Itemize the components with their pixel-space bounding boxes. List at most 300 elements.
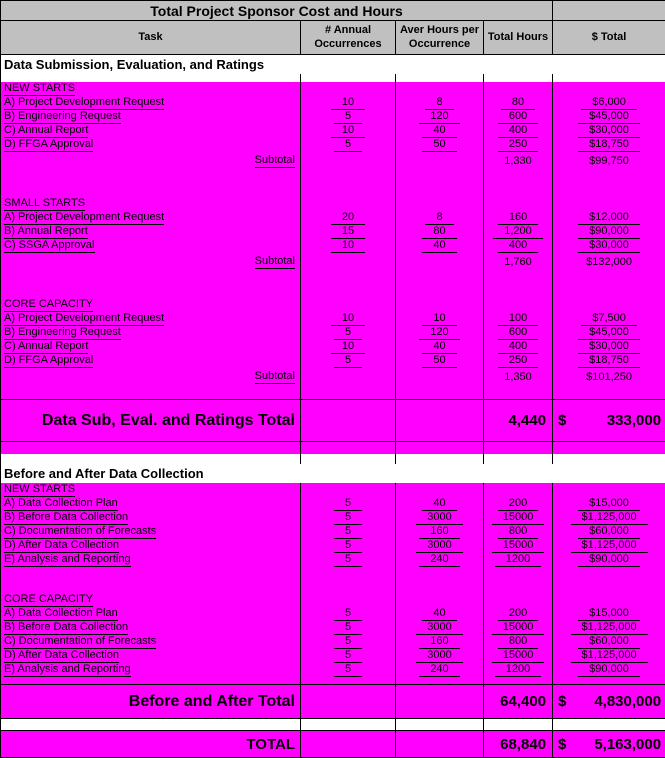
- spacer-row: [1, 272, 665, 298]
- annual-occurrences-cell[interactable]: [301, 497, 396, 511]
- annual-occurrences-cell[interactable]: [301, 340, 396, 354]
- annual-occurrences-cell[interactable]: [301, 649, 396, 663]
- empty-cell[interactable]: [396, 253, 484, 272]
- subtotal-dollars-cell[interactable]: $99,750: [553, 152, 665, 171]
- group-name: NEW STARTS: [4, 483, 75, 497]
- data-row: [1, 525, 665, 539]
- section-title: Before and After Data Collection: [1, 464, 665, 483]
- dollar-total-cell[interactable]: [553, 225, 665, 239]
- spacer-row: [1, 442, 665, 454]
- total-hours-cell[interactable]: [484, 326, 553, 340]
- spacer-cell: [301, 442, 396, 454]
- value: 50: [422, 354, 456, 368]
- value: 100: [498, 312, 538, 326]
- total-hours-cell[interactable]: [484, 354, 553, 368]
- value: 5: [334, 354, 362, 368]
- total-hours-cell[interactable]: [484, 607, 553, 621]
- group-name-cell[interactable]: [1, 82, 301, 96]
- dollar-total-cell[interactable]: [553, 312, 665, 326]
- empty-cell[interactable]: [396, 368, 484, 387]
- header-task[interactable]: Task: [1, 21, 301, 55]
- spacer-cell: [1, 567, 301, 593]
- total-hours-cell[interactable]: [484, 649, 553, 663]
- value: 800: [498, 635, 538, 649]
- value: $1,125,000: [571, 621, 648, 635]
- section-total-label-cell[interactable]: Before and After Total: [1, 685, 301, 719]
- spacer-cell: [301, 567, 396, 593]
- hours-per-occurrence-cell[interactable]: [396, 607, 484, 621]
- task-cell[interactable]: [1, 511, 301, 525]
- total-hours-cell[interactable]: [484, 225, 553, 239]
- amount: 4,830,000: [594, 693, 661, 710]
- spacer-row: [1, 677, 665, 685]
- dollar-total-cell[interactable]: [553, 511, 665, 525]
- value: $30,000: [578, 124, 640, 138]
- task-cell[interactable]: [1, 124, 301, 138]
- empty-cell[interactable]: [301, 298, 396, 312]
- data-row: [1, 663, 665, 677]
- section-total-hours-cell[interactable]: 4,440: [484, 400, 553, 442]
- annual-occurrences-cell[interactable]: [301, 96, 396, 110]
- grand-total-dollars-cell[interactable]: [553, 731, 665, 758]
- data-row: [1, 124, 665, 138]
- currency-symbol: $: [556, 693, 566, 710]
- subtotal-hours-cell[interactable]: 1,350: [484, 368, 553, 387]
- data-row: [1, 138, 665, 152]
- hours-per-occurrence-cell[interactable]: [396, 621, 484, 635]
- total-hours-cell[interactable]: [484, 110, 553, 124]
- value: $90,000: [578, 553, 640, 567]
- spacer-row: [1, 454, 665, 464]
- value: 120: [419, 110, 459, 124]
- header-total-hours[interactable]: Total Hours: [484, 21, 553, 55]
- annual-occurrences-cell[interactable]: [301, 211, 396, 225]
- task-cell[interactable]: [1, 635, 301, 649]
- value: $90,000: [578, 663, 640, 677]
- dollar-total-cell[interactable]: [553, 635, 665, 649]
- section-header-row: [1, 55, 665, 74]
- subtotal-hours-cell[interactable]: 1,760: [484, 253, 553, 272]
- task-label: A) Project Development Request: [4, 96, 164, 110]
- value: 3000: [416, 511, 462, 525]
- annual-occurrences-cell[interactable]: [301, 110, 396, 124]
- task-label: D) FFGA Approval: [4, 354, 93, 368]
- annual-occurrences-cell[interactable]: [301, 511, 396, 525]
- value: 240: [419, 663, 459, 677]
- hours-per-occurrence-cell[interactable]: [396, 211, 484, 225]
- data-row: [1, 211, 665, 225]
- section-total-dollars-cell[interactable]: [553, 685, 665, 719]
- empty-cell[interactable]: [301, 685, 396, 719]
- value: 10: [331, 124, 365, 138]
- total-hours-cell[interactable]: [484, 497, 553, 511]
- task-cell[interactable]: [1, 354, 301, 368]
- total-hours-cell[interactable]: [484, 553, 553, 567]
- value: 400: [498, 124, 538, 138]
- spacer-cell: [484, 454, 553, 464]
- value: 5: [334, 326, 362, 340]
- hours-per-occurrence-cell[interactable]: [396, 138, 484, 152]
- task-label: C) Annual Report: [4, 124, 88, 138]
- value: 240: [419, 553, 459, 567]
- group-name-cell[interactable]: [1, 593, 301, 607]
- value: 5: [334, 138, 362, 152]
- header-hours-per-occurrence[interactable]: Aver Hours per Occurrence: [396, 21, 484, 55]
- hours-per-occurrence-cell[interactable]: [396, 511, 484, 525]
- annual-occurrences-cell[interactable]: [301, 553, 396, 567]
- value: 80: [501, 96, 535, 110]
- spacer-cell: [553, 677, 665, 685]
- group-name: CORE CAPACITY: [4, 593, 93, 607]
- hours-per-occurrence-cell[interactable]: [396, 663, 484, 677]
- header-annual-occurrences[interactable]: # Annual Occurrences: [301, 21, 396, 55]
- group-name-cell[interactable]: [1, 197, 301, 211]
- dollar-total-cell[interactable]: [553, 96, 665, 110]
- annual-occurrences-cell[interactable]: [301, 539, 396, 553]
- hours-per-occurrence-cell[interactable]: [396, 649, 484, 663]
- hours-per-occurrence-cell[interactable]: [396, 553, 484, 567]
- value: 5: [334, 635, 362, 649]
- subtotal-row: [1, 152, 665, 171]
- dollar-total-cell[interactable]: [553, 354, 665, 368]
- empty-cell[interactable]: [301, 483, 396, 497]
- value: 20: [331, 211, 365, 225]
- data-row: [1, 312, 665, 326]
- task-cell[interactable]: [1, 539, 301, 553]
- value: $7,500: [581, 312, 637, 326]
- total-hours-cell[interactable]: [484, 525, 553, 539]
- grand-total-label-cell[interactable]: TOTAL: [1, 731, 301, 758]
- value: 5: [334, 621, 362, 635]
- column-header-row: [1, 21, 665, 55]
- task-cell[interactable]: [1, 553, 301, 567]
- value: 250: [498, 354, 538, 368]
- group-name-cell[interactable]: [1, 483, 301, 497]
- hours-per-occurrence-cell[interactable]: [396, 497, 484, 511]
- spacer-cell: [553, 442, 665, 454]
- value: 40: [422, 340, 456, 354]
- total-hours-cell[interactable]: [484, 340, 553, 354]
- task-cell[interactable]: [1, 525, 301, 539]
- empty-cell[interactable]: [301, 197, 396, 211]
- empty-cell[interactable]: [484, 197, 553, 211]
- total-hours-cell[interactable]: [484, 96, 553, 110]
- spacer-cell: [1, 74, 301, 82]
- empty-cell[interactable]: [553, 593, 665, 607]
- value: 400: [498, 239, 538, 253]
- task-label: D) FFGA Approval: [4, 138, 93, 152]
- value: 8: [425, 211, 453, 225]
- hours-per-occurrence-cell[interactable]: [396, 326, 484, 340]
- spacer-cell: [484, 567, 553, 593]
- hours-per-occurrence-cell[interactable]: [396, 340, 484, 354]
- task-cell[interactable]: [1, 340, 301, 354]
- spacer-cell: [396, 677, 484, 685]
- task-cell[interactable]: [1, 497, 301, 511]
- empty-cell[interactable]: [396, 731, 484, 758]
- dollar-total-cell[interactable]: [553, 663, 665, 677]
- header-dollar-total[interactable]: $ Total: [553, 21, 665, 55]
- spacer-cell: [553, 719, 665, 731]
- subtotal-dollars-cell[interactable]: $132,000: [553, 253, 665, 272]
- data-row: [1, 539, 665, 553]
- dollar-total-cell[interactable]: [553, 525, 665, 539]
- total-hours-cell[interactable]: [484, 621, 553, 635]
- value: 160: [498, 211, 538, 225]
- spacer-cell: [396, 567, 484, 593]
- spacer-cell: [396, 442, 484, 454]
- group-header-row: [1, 82, 665, 96]
- empty-cell[interactable]: [396, 400, 484, 442]
- hours-per-occurrence-cell[interactable]: [396, 225, 484, 239]
- group-header-row: [1, 483, 665, 497]
- hours-per-occurrence-cell[interactable]: [396, 354, 484, 368]
- value: 5: [334, 525, 362, 539]
- task-cell[interactable]: [1, 138, 301, 152]
- empty-cell[interactable]: [301, 82, 396, 96]
- task-label: B) Annual Report: [4, 225, 88, 239]
- hours-per-occurrence-cell[interactable]: [396, 635, 484, 649]
- spacer-cell: [301, 171, 396, 197]
- hours-per-occurrence-cell[interactable]: [396, 539, 484, 553]
- value: 3000: [416, 621, 462, 635]
- value: 200: [498, 607, 538, 621]
- annual-occurrences-cell[interactable]: [301, 525, 396, 539]
- task-label: A) Data Collection Plan: [4, 607, 118, 621]
- dollar-total-cell[interactable]: [553, 340, 665, 354]
- value: 8: [425, 96, 453, 110]
- total-hours-cell[interactable]: [484, 211, 553, 225]
- value: 120: [419, 326, 459, 340]
- subtotal-hours-cell[interactable]: 1,330: [484, 152, 553, 171]
- value: 600: [498, 110, 538, 124]
- dollar-total-cell[interactable]: [553, 607, 665, 621]
- annual-occurrences-cell[interactable]: [301, 312, 396, 326]
- total-hours-cell[interactable]: [484, 239, 553, 253]
- hours-per-occurrence-cell[interactable]: [396, 312, 484, 326]
- spacer-cell: [301, 454, 396, 464]
- annual-occurrences-cell[interactable]: [301, 354, 396, 368]
- value: 1200: [495, 663, 541, 677]
- dollar-total-cell[interactable]: [553, 138, 665, 152]
- value: 40: [422, 497, 456, 511]
- empty-cell[interactable]: [301, 593, 396, 607]
- section-total-hours-cell[interactable]: 64,400: [484, 685, 553, 719]
- data-row: [1, 497, 665, 511]
- hours-per-occurrence-cell[interactable]: [396, 124, 484, 138]
- spacer-cell: [301, 719, 396, 731]
- section-total-dollars-cell[interactable]: [553, 400, 665, 442]
- dollar-total-cell[interactable]: [553, 621, 665, 635]
- subtotal-dollars-cell[interactable]: $101,250: [553, 368, 665, 387]
- grand-total-hours-cell[interactable]: 68,840: [484, 731, 553, 758]
- empty-cell[interactable]: [301, 253, 396, 272]
- total-hours-cell[interactable]: [484, 124, 553, 138]
- spacer-row: [1, 387, 665, 400]
- total-hours-cell[interactable]: [484, 312, 553, 326]
- value: $90,000: [578, 225, 640, 239]
- value: 800: [498, 525, 538, 539]
- dollar-total-cell[interactable]: [553, 124, 665, 138]
- dollar-total-cell[interactable]: [553, 553, 665, 567]
- spacer-cell: [396, 719, 484, 731]
- value: 160: [419, 635, 459, 649]
- value: 5: [334, 553, 362, 567]
- empty-cell[interactable]: [553, 298, 665, 312]
- dollar-total-cell[interactable]: [553, 211, 665, 225]
- spacer-cell: [396, 74, 484, 82]
- value: 5: [334, 649, 362, 663]
- task-cell[interactable]: [1, 607, 301, 621]
- group-header-row: [1, 593, 665, 607]
- annual-occurrences-cell[interactable]: [301, 635, 396, 649]
- task-cell[interactable]: [1, 225, 301, 239]
- spacer-cell: [396, 454, 484, 464]
- empty-cell[interactable]: [301, 400, 396, 442]
- value: $15,000: [578, 497, 640, 511]
- task-cell[interactable]: [1, 211, 301, 225]
- task-cell[interactable]: [1, 312, 301, 326]
- total-hours-cell[interactable]: [484, 138, 553, 152]
- value: 5: [334, 539, 362, 553]
- section-total-label-cell[interactable]: Data Sub, Eval. and Ratings Total: [1, 400, 301, 442]
- annual-occurrences-cell[interactable]: [301, 663, 396, 677]
- empty-cell[interactable]: [396, 82, 484, 96]
- value: 5: [334, 497, 362, 511]
- task-cell[interactable]: [1, 326, 301, 340]
- dollar-total-cell[interactable]: [553, 649, 665, 663]
- annual-occurrences-cell[interactable]: [301, 607, 396, 621]
- data-row: [1, 96, 665, 110]
- empty-cell[interactable]: [396, 483, 484, 497]
- spacer-cell: [484, 442, 553, 454]
- spacer-cell: [1, 387, 301, 400]
- empty-cell[interactable]: [301, 368, 396, 387]
- empty-cell[interactable]: [396, 152, 484, 171]
- value: $45,000: [578, 326, 640, 340]
- spacer-row: [1, 567, 665, 593]
- value: $18,750: [578, 354, 640, 368]
- value: 15000: [492, 539, 545, 553]
- task-label: B) Engineering Request: [4, 326, 121, 340]
- task-cell[interactable]: [1, 110, 301, 124]
- data-row: [1, 553, 665, 567]
- value: $60,000: [578, 525, 640, 539]
- hours-per-occurrence-cell[interactable]: [396, 96, 484, 110]
- dollar-total-cell[interactable]: [553, 239, 665, 253]
- value: 1,200: [493, 225, 543, 239]
- dollar-total-cell[interactable]: [553, 110, 665, 124]
- spacer-cell: [1, 272, 301, 298]
- task-cell[interactable]: [1, 96, 301, 110]
- value: 40: [422, 607, 456, 621]
- total-hours-cell[interactable]: [484, 663, 553, 677]
- value: $1,125,000: [571, 539, 648, 553]
- subtotal-label-cell[interactable]: [1, 368, 301, 387]
- spacer-cell: [301, 272, 396, 298]
- spacer-cell: [396, 171, 484, 197]
- value: 15: [331, 225, 365, 239]
- spacer-row: [1, 74, 665, 82]
- spacer-row: [1, 719, 665, 731]
- spacer-cell: [484, 387, 553, 400]
- empty-cell[interactable]: [553, 197, 665, 211]
- spacer-cell: [484, 272, 553, 298]
- data-row: [1, 225, 665, 239]
- hours-per-occurrence-cell[interactable]: [396, 525, 484, 539]
- total-hours-cell[interactable]: [484, 539, 553, 553]
- subtotal-label: Subtotal: [255, 370, 295, 384]
- value: 50: [422, 138, 456, 152]
- subtotal-label: Subtotal: [255, 154, 295, 168]
- data-row: [1, 621, 665, 635]
- dollar-total-cell[interactable]: [553, 497, 665, 511]
- task-label: E) Analysis and Reporting: [4, 663, 131, 677]
- empty-cell[interactable]: [396, 298, 484, 312]
- subtotal-row: [1, 368, 665, 387]
- empty-cell[interactable]: [301, 731, 396, 758]
- task-cell[interactable]: [1, 239, 301, 253]
- value: 3000: [416, 539, 462, 553]
- empty-cell[interactable]: [553, 483, 665, 497]
- subtotal-label-cell[interactable]: [1, 152, 301, 171]
- task-cell[interactable]: [1, 663, 301, 677]
- task-cell[interactable]: [1, 621, 301, 635]
- data-row: [1, 326, 665, 340]
- annual-occurrences-cell[interactable]: [301, 239, 396, 253]
- value: 200: [498, 497, 538, 511]
- dollar-total-cell[interactable]: [553, 326, 665, 340]
- spacer-cell: [553, 74, 665, 82]
- annual-occurrences-cell[interactable]: [301, 124, 396, 138]
- group-name-cell[interactable]: [1, 298, 301, 312]
- annual-occurrences-cell[interactable]: [301, 138, 396, 152]
- annual-occurrences-cell[interactable]: [301, 621, 396, 635]
- annual-occurrences-cell[interactable]: [301, 225, 396, 239]
- dollar-total-cell[interactable]: [553, 539, 665, 553]
- empty-cell[interactable]: [553, 82, 665, 96]
- empty-cell[interactable]: [396, 593, 484, 607]
- empty-cell[interactable]: [484, 298, 553, 312]
- hours-per-occurrence-cell[interactable]: [396, 239, 484, 253]
- empty-cell[interactable]: [484, 593, 553, 607]
- value: 10: [331, 340, 365, 354]
- annual-occurrences-cell[interactable]: [301, 326, 396, 340]
- total-hours-cell[interactable]: [484, 635, 553, 649]
- empty-cell[interactable]: [396, 197, 484, 211]
- group-header-row: [1, 197, 665, 211]
- subtotal-label-cell[interactable]: [1, 253, 301, 272]
- sheet-title: Total Project Sponsor Cost and Hours: [1, 1, 553, 21]
- empty-cell[interactable]: [484, 82, 553, 96]
- data-row: [1, 511, 665, 525]
- subtotal-row: [1, 253, 665, 272]
- total-hours-cell[interactable]: [484, 511, 553, 525]
- section-title: Data Submission, Evaluation, and Ratings: [1, 55, 665, 74]
- task-label: D) After Data Collection: [4, 539, 119, 553]
- group-name: CORE CAPACITY: [4, 298, 93, 312]
- data-row: [1, 239, 665, 253]
- value: 5: [334, 607, 362, 621]
- task-cell[interactable]: [1, 649, 301, 663]
- value: $6,000: [581, 96, 637, 110]
- empty-cell[interactable]: [484, 483, 553, 497]
- empty-cell[interactable]: [301, 152, 396, 171]
- group-name: SMALL STARTS: [4, 197, 85, 211]
- empty-cell[interactable]: [396, 685, 484, 719]
- hours-per-occurrence-cell[interactable]: [396, 110, 484, 124]
- spacer-cell: [484, 74, 553, 82]
